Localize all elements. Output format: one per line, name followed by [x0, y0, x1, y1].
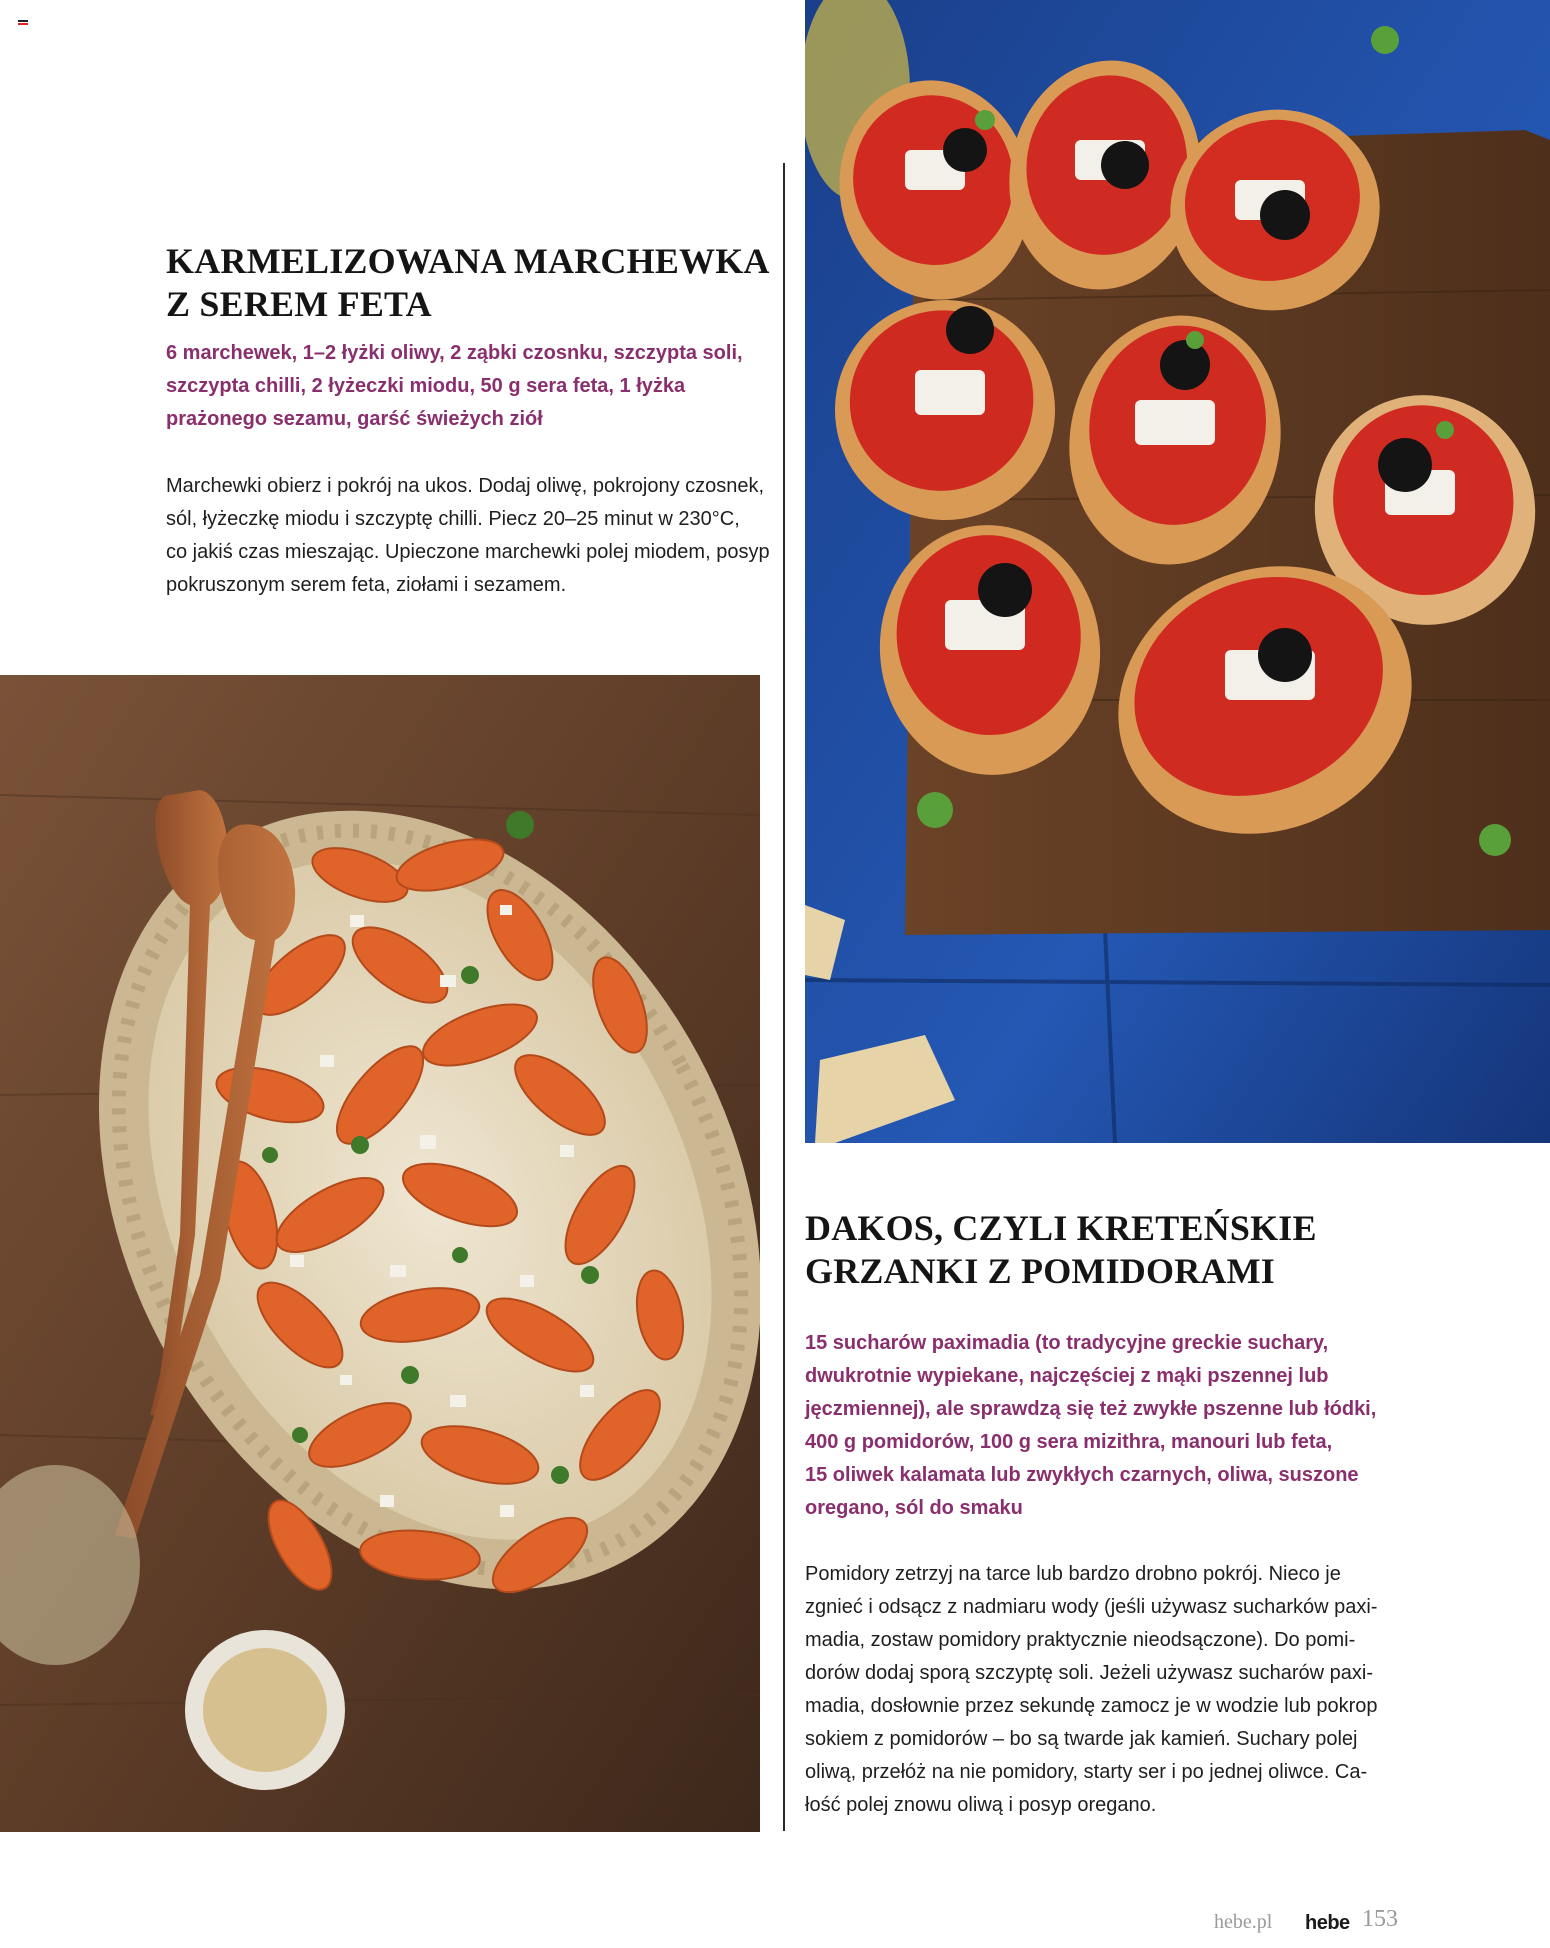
- ingredients-line: oregano, sól do smaku: [805, 1497, 1023, 1519]
- method-line: łość polej znowu oliwą i posyp oregano.: [805, 1794, 1157, 1816]
- ingredients-line: dwukrotnie wypiekane, najczęściej z mąki pszennej lub: [805, 1365, 1329, 1387]
- carrots-photo-illustration: [0, 675, 760, 1832]
- method-line: pokruszonym serem feta, ziołami i sezamem.: [166, 574, 567, 596]
- ingredients-carrots: [166, 337, 776, 436]
- language-flag-icon: [18, 20, 28, 27]
- title-line: DAKOS, CZYLI KRETEŃSKIE: [805, 1208, 1317, 1248]
- method-line: dorów dodaj sporą szczyptę soli. Jeżeli używasz sucharów paxi-: [805, 1662, 1374, 1684]
- ingredients-dakos: [805, 1327, 1405, 1525]
- ingredients-line: 15 oliwek kalamata lub zwykłych czarnych, oliwa, suszone: [805, 1464, 1359, 1486]
- method-carrots: [166, 470, 776, 602]
- title-line: GRZANKI Z POMIDORAMI: [805, 1251, 1275, 1291]
- dakos-photo-illustration: [805, 0, 1550, 1143]
- method-line: madia, dosłownie przez sekundę zamocz je w wodzie lub pokrop: [805, 1695, 1378, 1717]
- method-line: Marchewki obierz i pokrój na ukos. Dodaj oliwę, pokrojony czosnek,: [166, 475, 765, 497]
- recipe-title-dakos: [805, 1207, 1425, 1293]
- method-line: Pomidory zetrzyj na tarce lub bardzo drobno pokrój. Nieco je: [805, 1563, 1341, 1585]
- ingredients-line: szczypta chilli, 2 łyżeczki miodu, 50 g sera feta, 1 łyżka: [166, 375, 686, 397]
- dakos-photo: [805, 0, 1550, 1143]
- method-line: co jakiś czas mieszając. Upieczone marchewki polej miodem, posyp: [166, 541, 770, 563]
- ingredients-line: jęczmiennej), ale sprawdzą się też zwykłe pszenne lub łódki,: [805, 1398, 1377, 1420]
- page-number: 153: [1362, 1906, 1398, 1932]
- title-line: Z SEREM FETA: [166, 284, 432, 324]
- ingredients-line: 400 g pomidorów, 100 g sera mizithra, manouri lub feta,: [805, 1431, 1333, 1453]
- method-dakos: [805, 1558, 1405, 1822]
- method-line: zgnieć i odsącz z nadmiaru wody (jeśli używasz sucharków paxi-: [805, 1596, 1378, 1618]
- carrots-photo: [0, 675, 760, 1832]
- footer-site-link[interactable]: hebe.pl: [1214, 1911, 1273, 1933]
- ingredients-line: 15 sucharów paximadia (to tradycyjne greckie suchary,: [805, 1332, 1329, 1354]
- method-line: oliwą, przełóż na nie pomidory, starty ser i po jednej oliwce. Ca-: [805, 1761, 1368, 1783]
- recipe-title-carrots: [166, 240, 786, 326]
- ingredients-line: 6 marchewek, 1–2 łyżki oliwy, 2 ząbki czosnku, szczypta soli,: [166, 342, 743, 364]
- method-line: sól, łyżeczkę miodu i szczyptę chilli. Piecz 20–25 minut w 230°C,: [166, 508, 740, 530]
- method-line: madia, zostaw pomidory praktycznie nieodsączone). Do pomi-: [805, 1629, 1356, 1651]
- column-divider: [783, 163, 785, 1831]
- ingredients-line: prażonego sezamu, garść świeżych ziół: [166, 408, 543, 430]
- footer-brand: hebe: [1305, 1912, 1350, 1934]
- method-line: sokiem z pomidorów – bo są twarde jak kamień. Suchary polej: [805, 1728, 1358, 1750]
- title-line: KARMELIZOWANA MARCHEWKA: [166, 241, 770, 281]
